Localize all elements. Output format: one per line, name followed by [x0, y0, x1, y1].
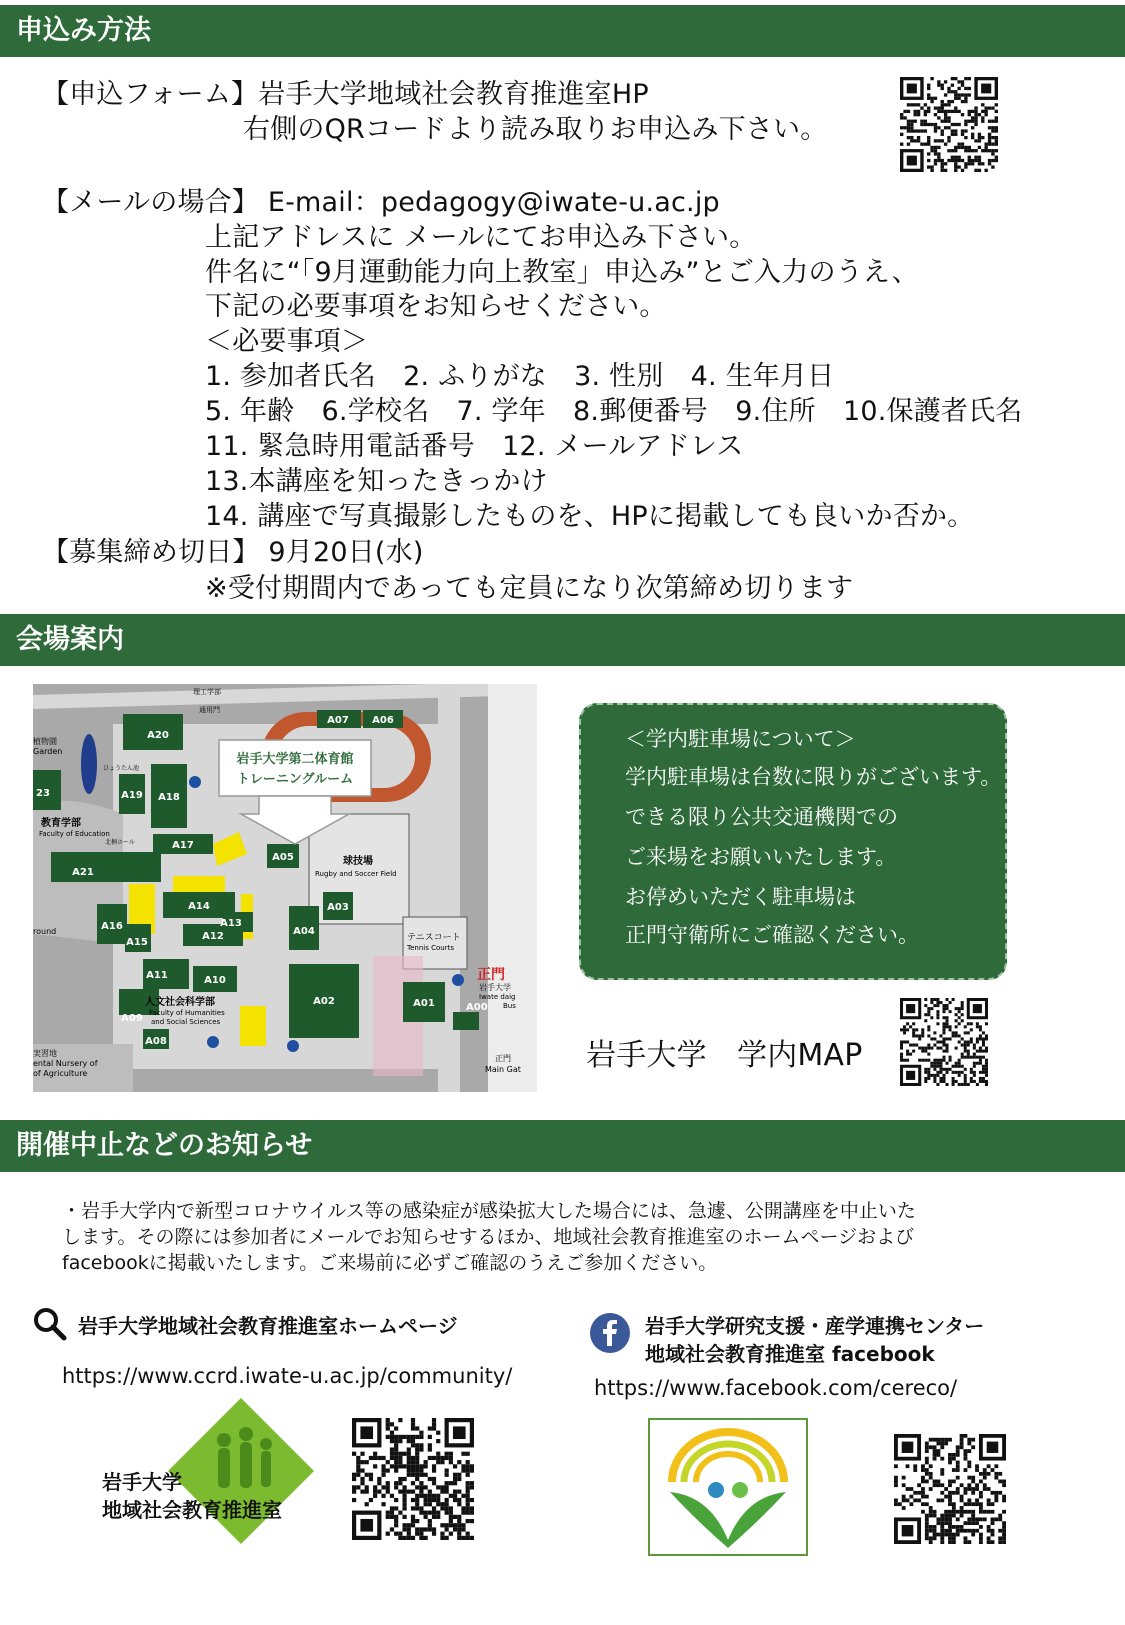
svg-text:テニスコート: テニスコート [407, 933, 461, 943]
notice-line-1: ・岩手大学内で新型コロナウイルス等の感染症が感染拡大した場合には、急遽、公開講座を中止いた [62, 1200, 916, 1222]
svg-text:round: round [33, 927, 57, 936]
deadline-note: ※受付期間内であっても定員になり次第締め切ります [205, 573, 854, 604]
svg-text:A19: A19 [121, 790, 143, 801]
notice-line-2: します。その際には参加者にメールでお知らせするほか、地域社会教育推進室のホームページおよび [62, 1226, 915, 1248]
svg-text:A10: A10 [204, 975, 226, 986]
facebook-icon[interactable] [590, 1313, 630, 1353]
svg-text:A06: A06 [372, 715, 394, 726]
svg-text:A21: A21 [72, 867, 94, 878]
svg-text:北桐ホール: 北桐ホール [105, 839, 135, 846]
svg-text:A07: A07 [327, 715, 349, 726]
mail-line-3: 件名に“「9月運動能力向上教室」申込み”とご入力のうえ、 [205, 257, 919, 288]
hp-qr-code[interactable] [352, 1418, 474, 1540]
callout-line-2: トレーニングルーム [236, 772, 354, 787]
mail-line-4: 下記の必要事項をお知らせください。 [205, 291, 667, 322]
mail-line-1: 【メールの場合】 E-mail：pedagogy@iwate-u.ac.jp [42, 187, 720, 218]
svg-text:23: 23 [36, 788, 50, 799]
logo-text-line-1: 岩手大学 [102, 1470, 182, 1494]
section-header-apply: 申込み方法 [0, 5, 1125, 57]
parking-title: ＜学内駐車場について＞ [625, 727, 856, 751]
svg-text:ental Nursery of: ental Nursery of [33, 1059, 98, 1068]
svg-text:Rugby and Soccer Field: Rugby and Soccer Field [315, 870, 397, 878]
svg-text:A05: A05 [272, 852, 294, 863]
svg-text:正門: 正門 [477, 967, 505, 983]
svg-text:A20: A20 [147, 730, 169, 741]
svg-text:A18: A18 [158, 792, 180, 803]
svg-text:A17: A17 [172, 840, 194, 851]
svg-text:人文社会科学部: 人文社会科学部 [145, 997, 215, 1008]
fb-title-line-2: 地域社会教育推進室 facebook [645, 1342, 935, 1366]
svg-text:理工学部: 理工学部 [193, 688, 221, 696]
parking-area-5 [240, 1006, 266, 1046]
search-icon [32, 1306, 68, 1342]
parking-line-1: 学内駐車場は台数に限りがございます。 [625, 765, 1002, 789]
section-header-notice: 開催中止などのお知らせ [0, 1120, 1125, 1172]
deadline: 【募集締め切日】 9月20日(水) [42, 537, 424, 568]
svg-text:Tennis Courts: Tennis Courts [407, 944, 454, 952]
pond-shape [81, 734, 97, 794]
svg-text:A12: A12 [202, 931, 224, 942]
svg-text:A08: A08 [145, 1036, 167, 1047]
svg-text:植物園: 植物園 [33, 737, 57, 746]
form-qr-code[interactable] [900, 77, 998, 172]
svg-text:A11: A11 [146, 970, 168, 981]
svg-text:Faculty of Humanities: Faculty of Humanities [149, 1009, 225, 1017]
fb-title-line-1: 岩手大学研究支援・産学連携センター [645, 1314, 985, 1338]
svg-text:教育学部: 教育学部 [41, 818, 81, 829]
callout-line-1: 岩手大学第二体育館 [236, 752, 354, 767]
parking-line-5: 正門守衛所にご確認ください。 [625, 923, 919, 947]
notice-line-3: facebookに掲載いたします。ご来場前に必ずご確認のうえご参加ください。 [62, 1252, 718, 1274]
gym-callout [219, 740, 371, 796]
parking-area-2 [173, 876, 225, 894]
campus-map-label: 岩手大学 学内MAP [586, 1038, 863, 1073]
svg-text:Bus: Bus [503, 1002, 516, 1010]
svg-text:Iwate daig: Iwate daig [479, 993, 516, 1001]
requirements-line-4: 13.本講座を知ったきっかけ [205, 466, 548, 497]
parking-line-4: お停めいただく駐車場は [625, 885, 856, 909]
cereco-logo [648, 1418, 808, 1556]
svg-text:A09: A09 [121, 1013, 143, 1024]
svg-text:A13: A13 [220, 918, 242, 929]
svg-text:ひょうたん池: ひょうたん池 [103, 765, 140, 772]
svg-text:and Social Sciences: and Social Sciences [151, 1018, 221, 1026]
svg-text:A03: A03 [327, 902, 349, 913]
campus-map [33, 684, 537, 1092]
mail-line-2: 上記アドレスに メールにてお申込み下さい。 [205, 222, 757, 253]
form-line-1: 【申込フォーム】岩手大学地域社会教育推進室HP [42, 79, 649, 110]
svg-text:実習地: 実習地 [33, 1049, 57, 1058]
svg-text:球技場: 球技場 [343, 856, 373, 867]
svg-text:A15: A15 [126, 937, 148, 948]
requirements-line-2: 5. 年齢 6.学校名 7. 学年 8.郵便番号 9.住所 10.保護者氏名 [205, 396, 1023, 427]
parking-info-box [579, 703, 1007, 980]
parking-line-2: できる限り公共交通機関での [625, 805, 898, 829]
svg-text:岩手大学: 岩手大学 [479, 983, 511, 992]
requirements-line-5: 14. 講座で写真撮影したものを、HPに掲載しても良いか否か。 [205, 501, 975, 532]
form-line-2: 右側のQRコードより読み取りお申込み下さい。 [243, 114, 828, 145]
svg-text:Main Gat: Main Gat [485, 1065, 521, 1074]
svg-text:A00: A00 [466, 1002, 488, 1013]
svg-text:A14: A14 [188, 901, 210, 912]
campus-map-qr-code[interactable] [900, 998, 988, 1086]
svg-text:A16: A16 [101, 921, 123, 932]
svg-text:A02: A02 [313, 996, 335, 1007]
svg-text:Garden: Garden [33, 747, 63, 756]
svg-text:正門: 正門 [495, 1054, 511, 1063]
section-header-venue: 会場案内 [0, 614, 1125, 666]
parking-line-3: ご来場をお願いいたします。 [625, 845, 897, 869]
requirements-title: ＜必要事項＞ [205, 326, 369, 357]
svg-text:A04: A04 [293, 926, 315, 937]
svg-text:of Agriculture: of Agriculture [33, 1069, 88, 1078]
requirements-line-3: 11. 緊急時用電話番号 12. メールアドレス [205, 431, 744, 462]
requirements-line-1: 1. 参加者氏名 2. ふりがな 3. 性別 4. 生年月日 [205, 361, 835, 392]
fb-url[interactable]: https://www.facebook.com/cereco/ [594, 1376, 958, 1400]
svg-text:通用門: 通用門 [199, 706, 220, 714]
svg-text:Faculty of Education: Faculty of Education [39, 830, 110, 838]
logo-text-line-2: 地域社会教育推進室 [102, 1498, 282, 1522]
fb-qr-code[interactable] [894, 1434, 1006, 1544]
svg-text:A01: A01 [413, 998, 435, 1009]
hp-url[interactable]: https://www.ccrd.iwate-u.ac.jp/community/ [62, 1364, 513, 1388]
hp-title: 岩手大学地域社会教育推進室ホームページ [78, 1314, 458, 1338]
